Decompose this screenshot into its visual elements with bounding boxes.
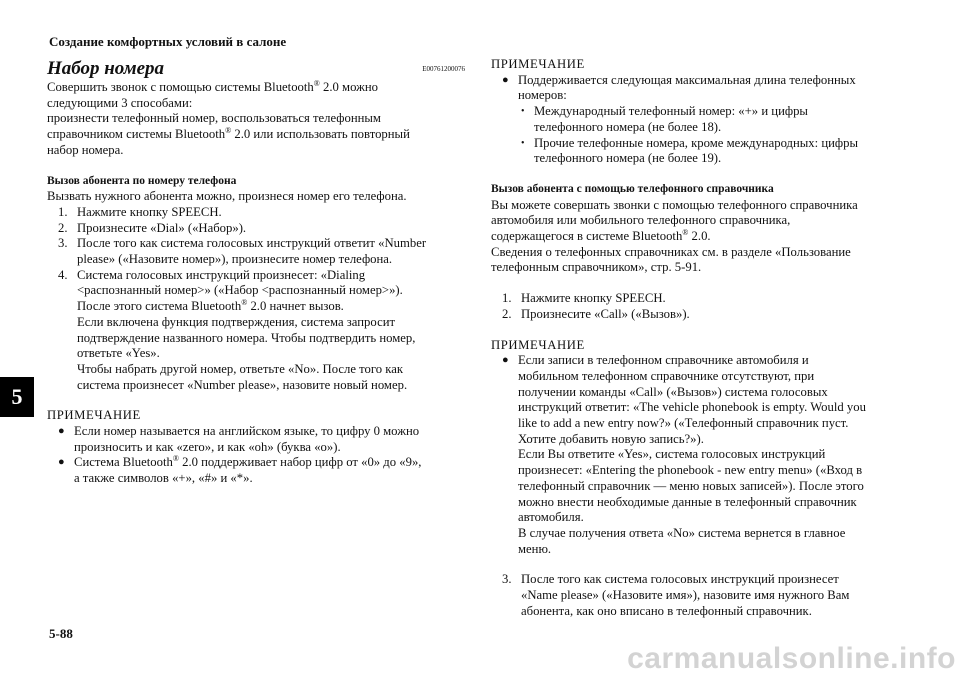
step-item xyxy=(491,307,906,323)
note-item-line: Если Вы ответите «Yes», система голосовых инструкций xyxy=(518,447,826,462)
watermark: carmanualsonline.info xyxy=(627,642,956,675)
note-list xyxy=(491,73,906,104)
step-item-line: Нажмите кнопку SPEECH. xyxy=(521,291,666,306)
note-item-line: а также символов «+», «#» и «*». xyxy=(74,471,253,486)
step-item xyxy=(491,572,906,619)
step-item xyxy=(47,205,465,221)
note-item-line: инструкций ответит: «The vehicle phonebook is empty. Would you xyxy=(518,400,866,415)
note-item xyxy=(47,424,465,455)
step-item-line: Произнесите «Call» («Вызов»). xyxy=(521,306,690,321)
note-list xyxy=(491,353,906,557)
note-list xyxy=(47,424,465,487)
chapter-tab: 5 xyxy=(0,377,34,417)
note-item-line: мобильном телефонном справочнике отсутствуют, при xyxy=(518,368,815,383)
step-item-line: «Name please» («Назовите имя»), назовите имя нужного Вам xyxy=(521,588,850,603)
phonebook-line: Сведения о телефонных справочниках см. в разделе «Пользование xyxy=(491,244,851,259)
step-item-marker: 4. xyxy=(58,267,68,282)
step-item-line: подтверждение названного номера. Чтобы подтвердить номер, xyxy=(77,330,416,345)
step-item-line: ответьте «Yes». xyxy=(77,346,160,361)
subheading-dial-number: Вызов абонента по номеру телефона xyxy=(47,174,237,187)
intro-text xyxy=(47,80,465,159)
note-item-line: like to add a new entry now?» («Телефонный справочник пуст. xyxy=(518,416,849,431)
note-subitem-line: телефонного номера (не более 19). xyxy=(534,151,722,166)
note-item xyxy=(491,73,906,104)
phonebook-line: телефонным справочником», стр. 5-91. xyxy=(491,260,702,275)
left-column xyxy=(47,57,465,487)
right-column xyxy=(491,57,906,620)
step-item-line: Система голосовых инструкций произнесет: «Dialing xyxy=(77,267,366,282)
step-item-marker: 3. xyxy=(502,572,512,587)
intro-line: справочником системы Bluetooth® 2.0 или использовать повторный xyxy=(47,125,410,142)
step-item-line: <распознанный номер>» («Набор <распознанный номер>»). xyxy=(77,283,403,298)
note-item-line: произносить и как «zero», и как «oh» (буква «o»). xyxy=(74,439,341,454)
note-item-line: можно внести необходимые данные в телефонный справочник xyxy=(518,494,857,509)
note-item-line: автомобиля. xyxy=(518,510,584,525)
note-item-line: Система Bluetooth® 2.0 поддерживает набор цифр от «0» до «9», xyxy=(74,454,422,470)
step-item-line: please» («Назовите номер»), произнесите номер телефона. xyxy=(77,252,393,267)
note-subitem xyxy=(491,136,906,167)
note-heading: ПРИМЕЧАНИЕ xyxy=(47,408,141,423)
subheading-phonebook-call: Вызов абонента с помощью телефонного справочника xyxy=(491,182,774,195)
step-item-line: Если включена функция подтверждения, система запросит xyxy=(77,314,396,329)
note-item-marker: ● xyxy=(502,73,509,86)
running-header: Создание комфортных условий в салоне xyxy=(49,34,287,49)
note-item-line: Хотите добавить новую запись?»). xyxy=(518,431,704,446)
subheading-text: Вызвать нужного абонента можно, произнеся номер его телефона. xyxy=(47,189,407,204)
step-item xyxy=(47,268,465,394)
note-item xyxy=(47,455,465,486)
note-subitem xyxy=(491,104,906,135)
intro-line: набор номера. xyxy=(47,142,124,157)
section-code: E00761200076 xyxy=(422,65,465,74)
note-subitem-line: Международный телефонный номер: «+» и цифры xyxy=(534,104,808,119)
note-subitem-line: телефонного номера (не более 18). xyxy=(534,119,722,134)
step-item-line: абонента, как оно вписано в телефонный справочник. xyxy=(521,603,812,618)
section-title: Набор номера xyxy=(47,58,165,79)
intro-line: следующими 3 способами: xyxy=(47,95,193,110)
note-item-line: Если записи в телефонном справочнике автомобиля и xyxy=(518,353,809,368)
step-item-line: После того как система голосовых инструкций ответит «Number xyxy=(77,236,427,251)
step-item-line: После того как система голосовых инструкций произнесет xyxy=(521,572,839,587)
intro-line: произнести телефонный номер, воспользоваться телефонным xyxy=(47,111,381,126)
phonebook-text xyxy=(491,198,906,277)
intro-line: Совершить звонок с помощью системы Bluetooth® 2.0 можно xyxy=(47,78,379,94)
step-item-marker: 1. xyxy=(502,291,512,306)
phonebook-line: содержащегося в системе Bluetooth® 2.0. xyxy=(491,227,711,244)
step-list xyxy=(491,572,906,619)
note-item xyxy=(491,353,906,557)
note-item-marker: ● xyxy=(58,456,65,469)
step-item xyxy=(491,291,906,307)
note-item-line: номеров: xyxy=(518,88,567,103)
note-item-line: меню. xyxy=(518,541,552,556)
step-item-marker: 2. xyxy=(502,306,512,321)
note-subitem-marker: • xyxy=(521,106,525,118)
note-subitem-line: Прочие телефонные номера, кроме международных: цифры xyxy=(534,135,859,150)
step-item-line: Произнесите «Dial» («Набор»). xyxy=(77,220,247,235)
note-item-line: В случае получения ответа «No» система вернется в главное xyxy=(518,525,846,540)
step-item-marker: 1. xyxy=(58,204,68,219)
step-item-line: система произнесет «Number please», назовите новый номер. xyxy=(77,377,408,392)
step-item-marker: 2. xyxy=(58,220,68,235)
step-item xyxy=(47,221,465,237)
page-number: 5-88 xyxy=(49,626,73,641)
note-subitem-marker: • xyxy=(521,137,525,149)
note-item-line: Если номер называется на английском языке, то цифру 0 можно xyxy=(74,424,420,439)
note-heading: ПРИМЕЧАНИЕ xyxy=(491,57,585,71)
note-item-line: Поддерживается следующая максимальная длина телефонных xyxy=(518,72,856,87)
step-item-line: Чтобы набрать другой номер, ответьте «No». После того как xyxy=(77,361,404,376)
note-sublist xyxy=(491,104,906,167)
note-item-line: телефонный справочник — меню новых записей»). После этого xyxy=(518,478,864,493)
step-list xyxy=(47,205,465,393)
phonebook-line: Вы можете совершать звонки с помощью телефонного справочника xyxy=(491,197,858,212)
step-item-marker: 3. xyxy=(58,236,68,251)
note-item-line: произнесет: «Entering the phonebook - new entry menu» («Вход в xyxy=(518,463,863,478)
step-item-line: Нажмите кнопку SPEECH. xyxy=(77,204,222,219)
step-list xyxy=(491,291,906,322)
note-item-line: получении команды «Call» («Вызов») система голосовых xyxy=(518,384,828,399)
note-item-marker: ● xyxy=(502,354,509,367)
step-item-line: После этого система Bluetooth® 2.0 начнет вызов. xyxy=(77,297,344,314)
phonebook-line: автомобиля или мобильного телефонного справочника, xyxy=(491,213,791,228)
note-heading: ПРИМЕЧАНИЕ xyxy=(491,337,585,352)
note-item-marker: ● xyxy=(58,425,65,438)
step-item xyxy=(47,236,465,267)
